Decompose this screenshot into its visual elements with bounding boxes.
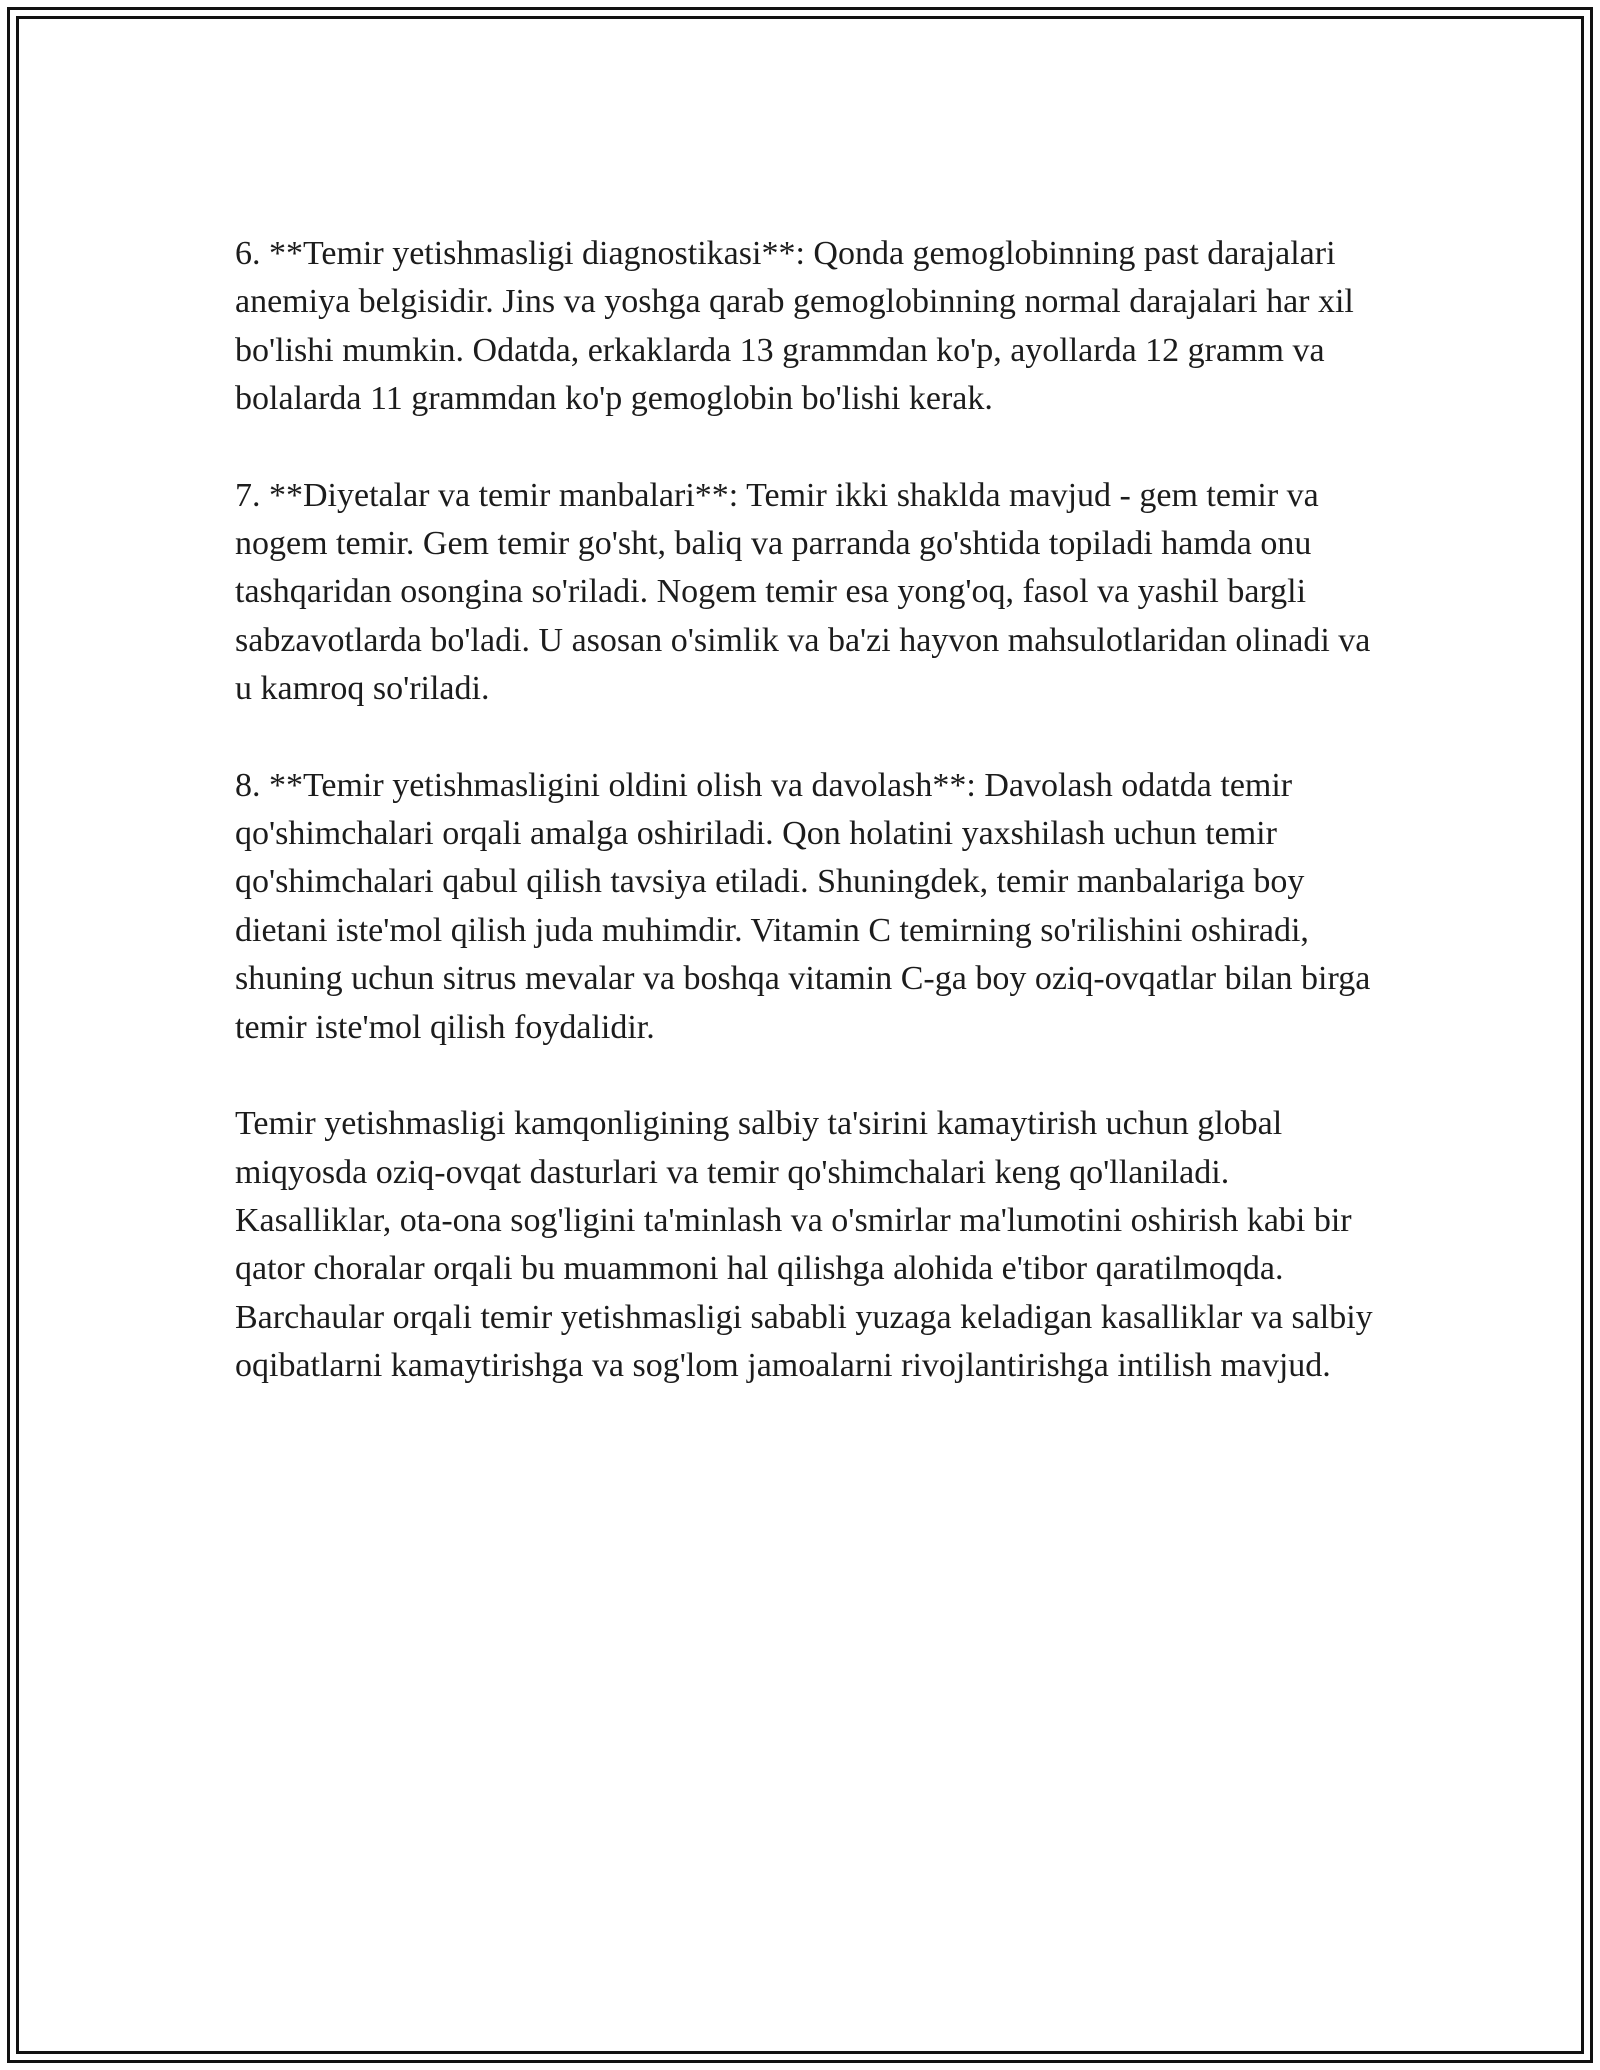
paragraph-conclusion: Temir yetishmasligi kamqonligining salbiy ta'sirini kamaytirish uchun global miqyosda oziq-ovqat dasturlari va temir qo'shimchalari keng qo'llaniladi. Kasalliklar, ota-ona sog'ligini ta'minlash va o'smirlar ma'lumotini oshirish kabi bir qator choralar orqali bu muammoni hal qilishga alohida e'tibor qaratilmoqda. Barchaular orqali temir yetishmasligi sababli yuzaga keladigan kasalliklar va salbiy oqibatlarni kamaytirishga va sog'lom jamoalarni rivojlantirishga intilish mavjud. <box>235 1105 1373 1385</box>
document-body <box>235 230 1375 1439</box>
paragraph-iron-deficiency-diagnosis: 6. **Temir yetishmasligi diagnostikasi**: Qonda gemoglobinning past darajalari anemiya belgisidir. Jins va yoshga qarab gemoglobinning normal darajalari har xil bo'lishi mumkin. Odatda, erkaklarda 13 grammdan ko'p, ayollarda 12 gramm va bolalarda 11 grammdan ko'p gemoglobin bo'lishi kerak. <box>235 235 1354 418</box>
paragraph-prevention-and-treatment: 8. **Temir yetishmasligini oldini olish va davolash**: Davolash odatda temir qo'shimchalari orqali amalga oshiriladi. Qon holatini yaxshilash uchun temir qo'shimchalari qabul qilish tavsiya etiladi. Shuningdek, temir manbalariga boy dietani iste'mol qilish juda muhimdir. Vitamin C temirning so'rilishini oshiradi, shuning uchun sitrus mevalar va boshqa vitamin C-ga boy oziq-ovqatlar bilan birga temir iste'mol qilish foydalidir. <box>235 766 1371 1046</box>
paragraph-diets-and-iron-sources: 7. **Diyetalar va temir manbalari**: Temir ikki shaklda mavjud - gem temir va nogem temir. Gem temir go'sht, baliq va parranda go'shtida topiladi hamda onu tashqaridan osongina so'riladi. Nogem temir esa yong'oq, fasol va yashil bargli sabzavotlarda bo'ladi. U asosan o'simlik va ba'zi hayvon mahsulotlaridan olinadi va u kamroq so'riladi. <box>235 476 1371 708</box>
